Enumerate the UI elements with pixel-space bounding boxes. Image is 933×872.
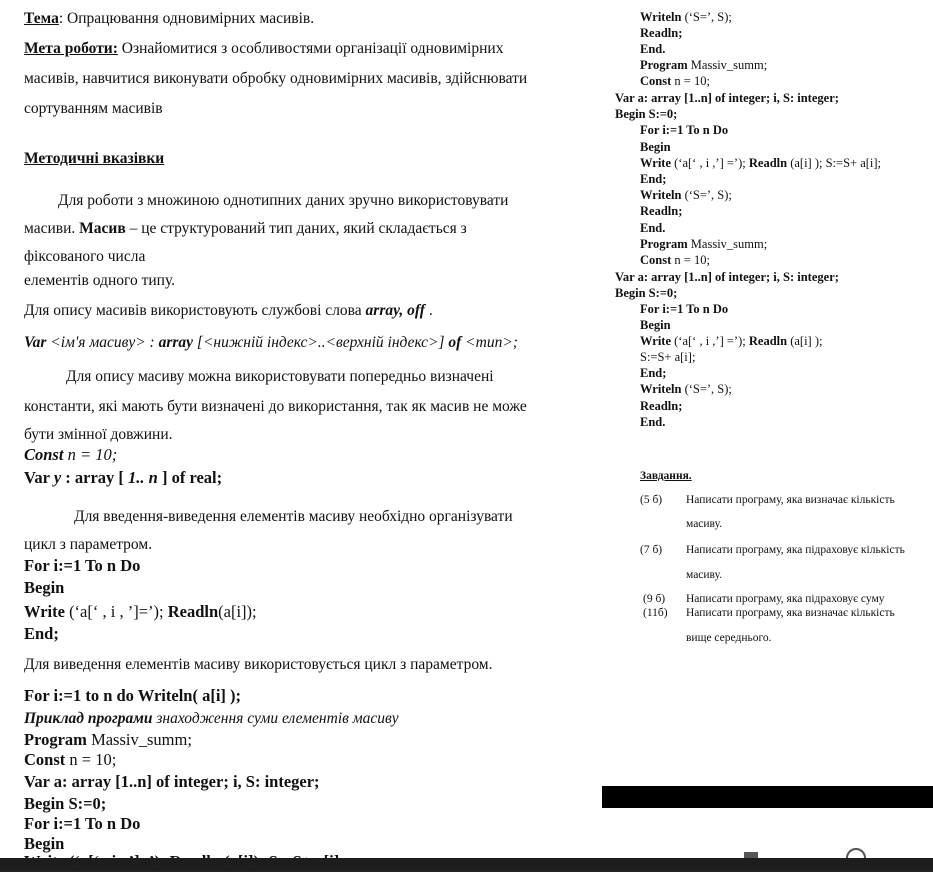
task1-points: (5 б)	[640, 494, 663, 506]
r-const-1: Const n = 10;	[640, 74, 710, 88]
code1-begin: Begin	[24, 578, 65, 597]
goal-line-2: масивів, навчитися виконувати обробку одновимірних масивів, здійснювати	[24, 70, 528, 87]
r-const-2: Const n = 10;	[640, 253, 710, 267]
code2-line: For i:=1 to n do Writeln( a[i] );	[24, 686, 242, 705]
syntax-line: Var <ім'я масиву> : array [<нижній індекс>..<верхній індекс>] of <тип>;	[24, 334, 518, 351]
redaction-bar	[602, 786, 933, 808]
task1-text: Написати програму, яка визначає кількість	[686, 494, 895, 506]
code3-begin-s: Begin S:=0;	[24, 794, 107, 813]
r-end-2: End.	[640, 221, 666, 235]
para1-line1: Для роботи з множиною однотипних даних зручно використовувати	[58, 192, 509, 209]
r-begin-s-2: Begin S:=0;	[615, 286, 678, 300]
topic-label: Тема	[24, 10, 59, 27]
para1-line3: фіксованого числа	[24, 248, 146, 265]
para3-line2: константи, які мають бути визначені до використання, так як масив не може	[24, 398, 527, 415]
goal-line	[24, 40, 503, 58]
r-end-3: End.	[640, 415, 666, 429]
code1-end: End;	[24, 624, 59, 643]
code3-begin: Begin	[24, 834, 65, 853]
r-begin-1: Begin	[640, 140, 671, 154]
r-end-inner-1: End;	[640, 172, 667, 186]
para1-line4: елементів одного типу.	[24, 272, 176, 289]
r-program-2: Program Massiv_summ;	[640, 237, 768, 251]
para4-line2: цикл з параметром.	[24, 536, 153, 553]
r-var-2: Var a: array [1..n] of integer; i, S: integer;	[615, 270, 839, 284]
task3-points: (9 б)	[643, 593, 666, 605]
code3-program: Program Massiv_summ;	[24, 730, 192, 749]
r-writeln-3: Writeln (‘S=’, S);	[640, 382, 732, 396]
example-title: Приклад програми знаходження суми елементів масиву	[24, 710, 399, 727]
para3-line1: Для опису масиву можна використовувати попередньо визначені	[66, 368, 494, 385]
r-for-1: For i:=1 To n Do	[640, 123, 729, 137]
goal-label: Мета роботи:	[24, 40, 118, 57]
r-begin-s-1: Begin S:=0;	[615, 107, 678, 121]
task2-points: (7 б)	[640, 544, 663, 556]
goal-line-3: сортуванням масивів	[24, 100, 163, 117]
task4-cont: вище середнього.	[686, 632, 772, 644]
viewer-bottom-bar	[0, 858, 933, 870]
r-end-1: End.	[640, 42, 666, 56]
r-write-2: Write (‘a[‘ , i ,’] =’); Readln (a[i] );	[640, 334, 823, 348]
para5: Для виведення елементів масиву використовується цикл з параметром.	[24, 656, 493, 673]
para1-line2: масиви. Масив – це структурований тип даних, який складається з	[24, 220, 467, 237]
task3-text: Написати програму, яка підраховує суму	[686, 593, 885, 605]
r-readln-3: Readln;	[640, 399, 683, 413]
r-write-1: Write (‘a[‘ , i ,’] =’); Readln (a[i] ); S:=S+ a[i];	[640, 156, 882, 170]
goal-text: Ознайомитися з особливостями організації одновимірних	[117, 40, 504, 57]
para3-line3: бути змінної довжини.	[24, 426, 173, 443]
r-readln-1: Readln;	[640, 26, 683, 40]
code1-for: For i:=1 To n Do	[24, 556, 141, 575]
r-begin-2: Begin	[640, 318, 671, 332]
r-sum-line: S:=S+ a[i];	[640, 350, 696, 364]
r-program-1: Program Massiv_summ;	[640, 58, 768, 72]
keywords-array-off: array, off	[365, 302, 425, 319]
var-y-line: Var y : array [ 1.. n ] of real;	[24, 468, 223, 487]
code3-for: For i:=1 To n Do	[24, 814, 141, 833]
topic-line	[24, 10, 314, 28]
task4-points: (11б)	[643, 607, 668, 619]
topic-text: : Опрацювання одновимірних масивів.	[58, 10, 315, 27]
code3-var: Var a: array [1..n] of integer; i, S: integer;	[24, 772, 320, 791]
task2-text: Написати програму, яка підраховує кількість	[686, 544, 905, 556]
tasks-heading: Завдання.	[640, 470, 692, 482]
r-var-1: Var a: array [1..n] of integer; i, S: integer;	[615, 91, 839, 105]
code3-const: Const n = 10;	[24, 750, 117, 769]
r-for-2: For i:=1 To n Do	[640, 302, 729, 316]
term-massiv: Масив	[79, 220, 126, 237]
para2: Для опису масивів використовують службові слова array, off .	[24, 302, 433, 319]
code1-write: Write (‘a[‘ , i , ’]=’); Readln(a[i]);	[24, 602, 257, 621]
r-writeln-2: Writeln (‘S=’, S);	[640, 188, 732, 202]
task4-text: Написати програму, яка визначає кількість	[686, 607, 895, 619]
r-writeln-1: Writeln (‘S=’, S);	[640, 10, 732, 24]
r-end-inner-2: End;	[640, 366, 667, 380]
task1-cont: масиву.	[686, 518, 723, 530]
task2-cont: масиву.	[686, 569, 723, 581]
para4-line1: Для введення-виведення елементів масиву необхідно організувати	[74, 508, 513, 525]
const-line: Const n = 10;	[24, 445, 118, 464]
method-heading: Методичні вказівки	[24, 150, 165, 167]
r-readln-2: Readln;	[640, 204, 683, 218]
